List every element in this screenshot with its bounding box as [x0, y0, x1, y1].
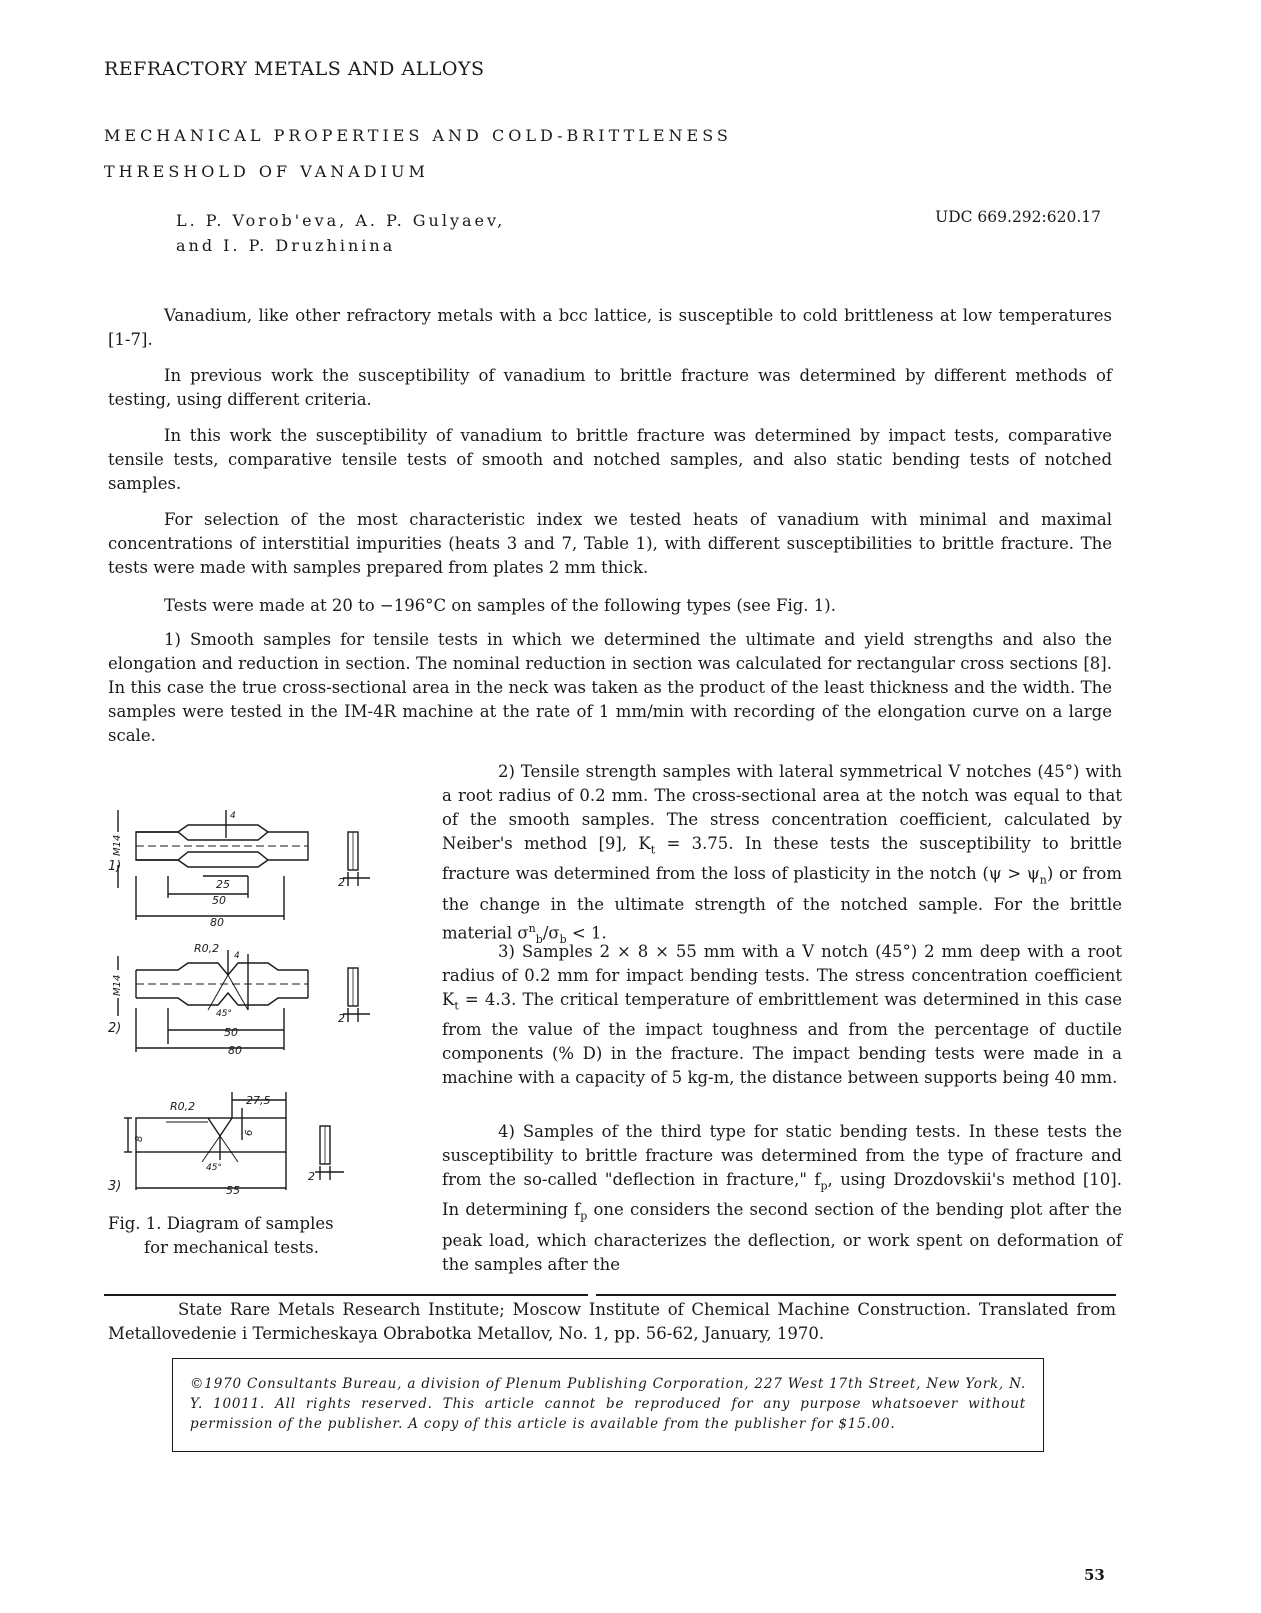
sample-3-height: 8 [134, 1135, 145, 1142]
sample-3-angle: 45° [206, 1163, 222, 1173]
sample-3-label: 3) [108, 1179, 122, 1194]
sample-2-radius: R0,2 [194, 942, 220, 955]
figure-1-caption [108, 1212, 384, 1260]
paragraph-3: In this work the susceptibility of vanadium to brittle fracture was determined by impact tests, comparative tensile tests, comparative tensile tests of smooth and notched samples, and also static bending tests of notched samples. [108, 426, 1112, 493]
sample-3-dim-27-5: 27,5 [246, 1094, 271, 1107]
article-title-line-2: THRESHOLD OF VANADIUM [104, 162, 429, 181]
article-title-line-1: MECHANICAL PROPERTIES AND COLD-BRITTLENESS [104, 126, 732, 145]
sample-3-dim-55: 55 [226, 1184, 240, 1197]
sample-1-thickness: 2 [338, 876, 345, 889]
sample-2-width: 4 [234, 951, 240, 961]
paragraph-6: 1) Smooth samples for tensile tests in which we determined the ultimate and yield strengths and also the elongation and reduction in section. The nominal reduction in section was calculated for rectangular cross sections [8]. In this case the true cross-sectional area in the neck was taken as the product of the least thickness and the width. The samples were tested in the IM-4R machine at the rate of 1 mm/min with recording of the elongation curve on a large scale. [108, 630, 1112, 745]
paragraph-8: 3) Samples 2 × 8 × 55 mm with a V notch (45°) 2 mm deep with a root radius of 0.2 mm for impact bending tests. The stress concentration coefficient $K_t = 4.3$. The critical temperature of embrittlement was determined in this case from the value of the impact toughness and from the percentage of ductile components (% D) in the fracture. The impact bending tests were made in a machine with a capacity of 5 kg-m, the distance between supports being 40 mm. [442, 942, 1122, 1088]
footnote-rule-right [596, 1294, 1116, 1296]
sample-1-dim-25: 25 [216, 878, 230, 891]
sample-3-drawing [108, 1092, 344, 1197]
sample-2-label: 2) [108, 1021, 122, 1036]
authors-line-1: L. P. Vorob'eva, A. P. Gulyaev, [176, 211, 506, 230]
copyright-notice: ©1970 Consultants Bureau, a division of Plenum Publishing Corporation, 227 West 17th Street, New York, N. Y. 10011. All rights reserved. This article cannot be reproduced for any purpose whatsoever without permission of the publisher. A copy of this article is available from the publisher for $15.00. [190, 1376, 1026, 1432]
sample-3-notch-depth: 6 [244, 1129, 255, 1136]
sample-2-thickness: 2 [338, 1012, 345, 1025]
sample-2-dim-80: 80 [228, 1044, 242, 1057]
authors-line-2: and I. P. Druzhinina [176, 236, 396, 255]
paragraph-4: For selection of the most characteristic index we tested heats of vanadium with minimal and maximal concentrations of interstitial impurities (heats 3 and 7, Table 1), with different susceptibilities to brittle fracture. The tests were made with samples prepared from plates 2 mm thick. [108, 510, 1112, 577]
sample-1-width: 4 [230, 811, 236, 821]
figure-1-diagram [108, 770, 408, 1210]
authors [176, 208, 505, 258]
footnote-rule-left [104, 1294, 588, 1296]
section-header: REFRACTORY METALS AND ALLOYS [104, 58, 485, 80]
sample-3-thickness: 2 [308, 1170, 315, 1183]
sample-2-dim-50: 50 [224, 1026, 238, 1039]
sample-1-label: 1) [108, 859, 122, 874]
caption-line-1: Fig. 1. Diagram of samples [108, 1214, 334, 1233]
paragraph-9: 4) Samples of the third type for static bending tests. In these tests the susceptibility to brittle fracture was determined from the type of fracture and from the so-called "deflection in fracture," $f_p$, using Drozdovskii's method [10]. In determining $f_p$ one considers the second section of the bending plot after the peak load, which characterizes the deflection, or work spent on deformation of the samples after the [442, 1122, 1122, 1274]
sample-1-drawing [108, 810, 370, 929]
sample-1-thread-label: M14 [112, 834, 123, 856]
sample-1-dim-80: 80 [210, 916, 224, 929]
affiliation-footnote: State Rare Metals Research Institute; Moscow Institute of Chemical Machine Construction. Translated from Metallovedenie i Termicheskaya Obrabotka Metallov, No. 1, pp. 56-62, January, 1970. [108, 1300, 1116, 1343]
paragraph-7: 2) Tensile strength samples with lateral symmetrical V notches (45°) with a root radius of 0.2 mm. The cross-sectional area at the notch was equal to that of the smooth samples. The stress concentration coefficient, calculated by Neiber's method [9], $K_t = 3.75$. In these tests the susceptibility to brittle fracture was determined from the loss of plasticity in the notch $(\psi > \psi_n)$ or from the change in the ultimate strength of the notched sample. For the brittle material $\sigma^n_b/\sigma_b < 1$. [442, 762, 1123, 946]
udc-code: UDC 669.292:620.17 [935, 208, 1101, 226]
page-number: 53 [1084, 1566, 1105, 1584]
paragraph-1: Vanadium, like other refractory metals with a bcc lattice, is susceptible to cold brittleness at low temperatures [1-7]. [108, 306, 1112, 349]
sample-2-thread-label: M14 [112, 974, 123, 996]
sample-2-drawing [108, 942, 370, 1057]
paragraph-5: Tests were made at 20 to −196°C on samples of the following types (see Fig. 1). [164, 596, 836, 615]
sample-1-dim-50: 50 [212, 894, 226, 907]
paragraph-2: In previous work the susceptibility of vanadium to brittle fracture was determined by different methods of testing, using different criteria. [108, 366, 1112, 409]
caption-line-2: for mechanical tests. [144, 1238, 319, 1257]
sample-2-angle: 45° [216, 1009, 232, 1019]
sample-3-radius: R0,2 [170, 1100, 196, 1113]
